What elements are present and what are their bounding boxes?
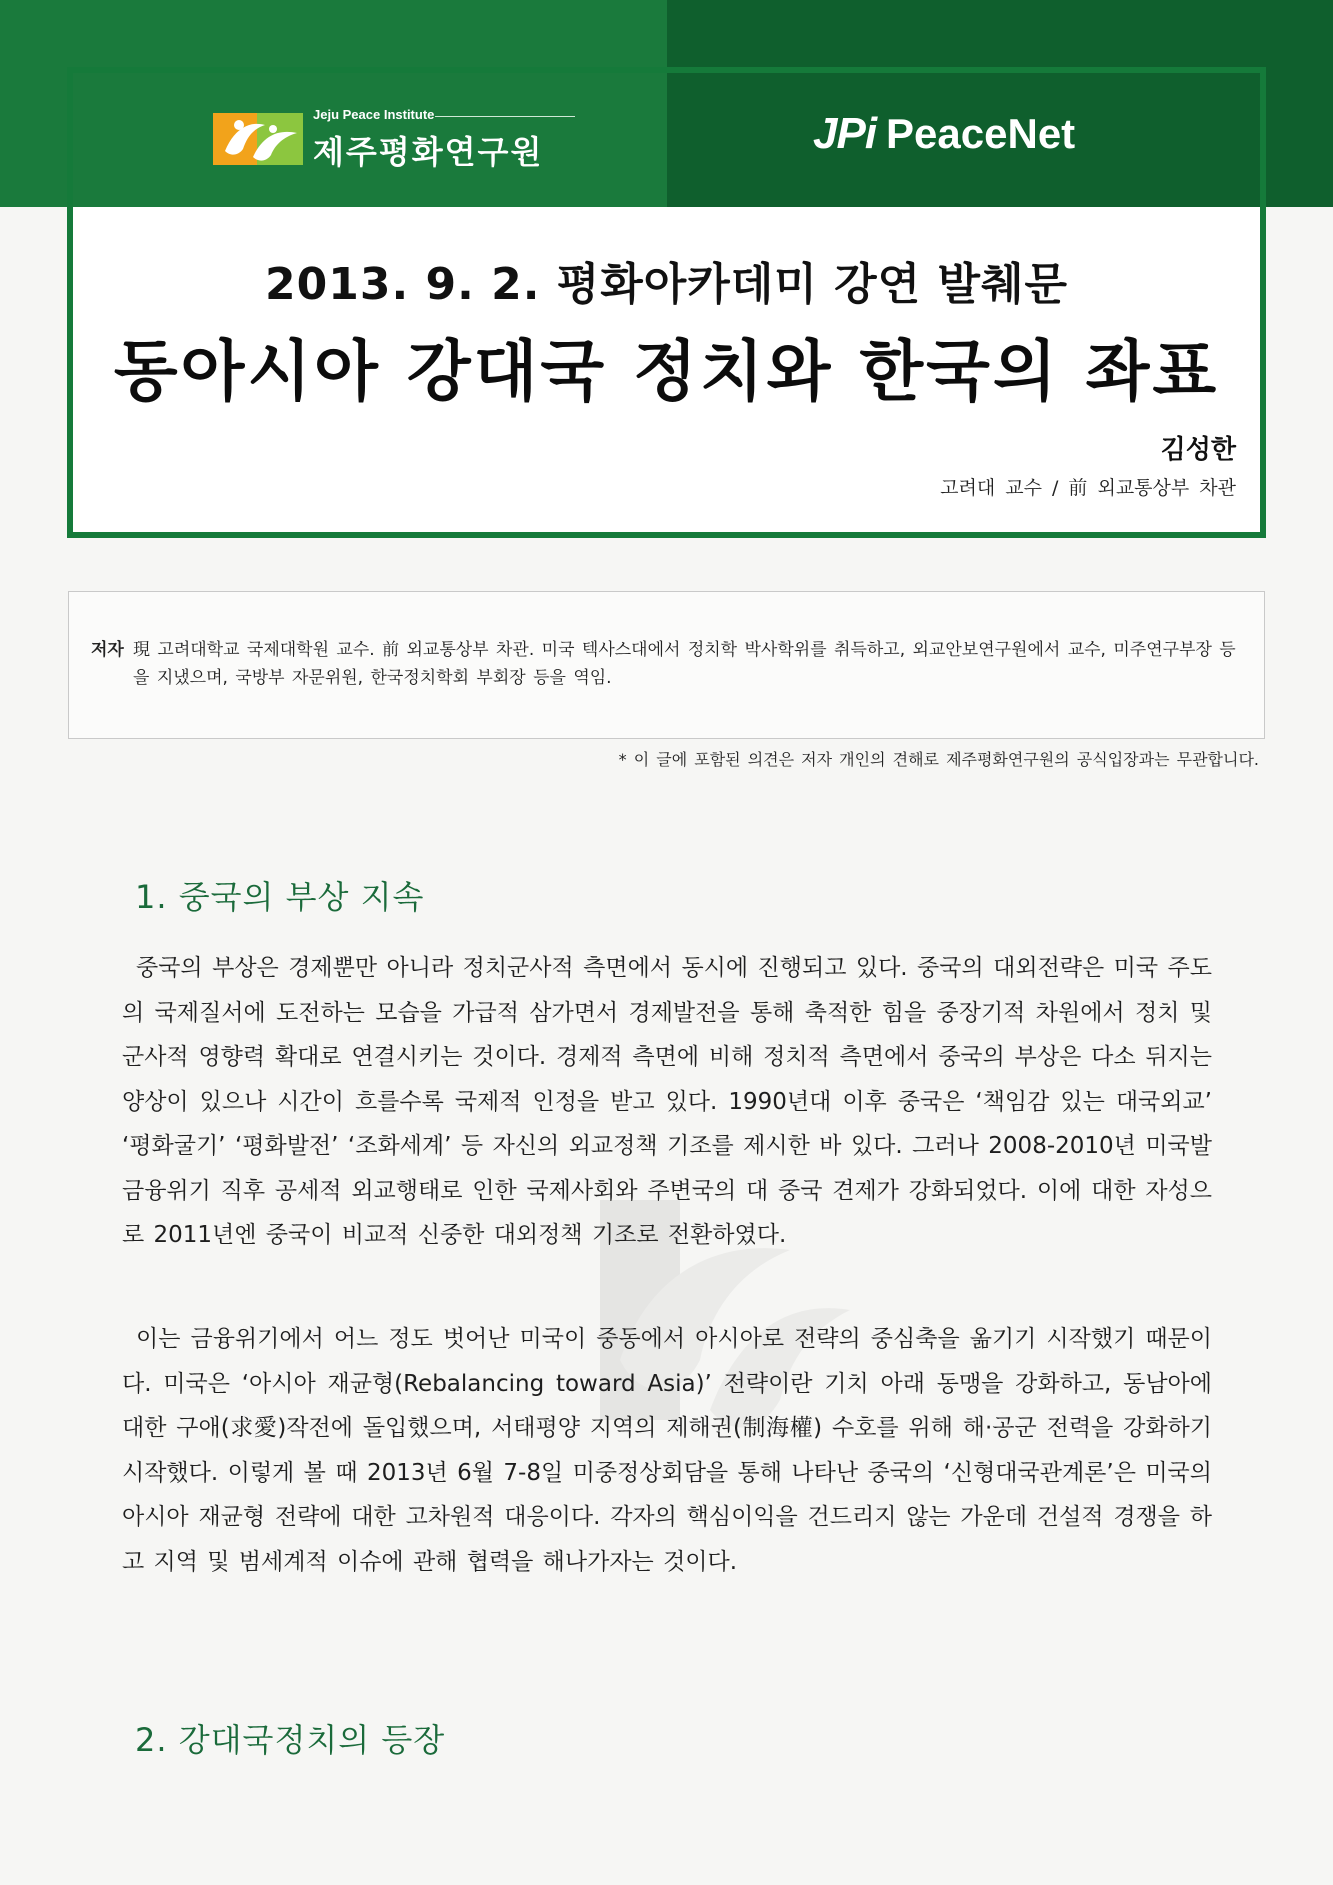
author-name: 김성한	[1160, 435, 1236, 465]
bio-text: 現 고려대학교 국제대학원 교수. 前 외교통상부 차관. 미국 텍사스대에서 정치학 박사학위를 취득하고, 외교안보연구원에서 교수, 미주연구부장 등을 지냈으며, 국방부 자문위원, 한국정치학회 부회장 등을 역임.	[133, 640, 1236, 688]
institute-name-en: Jeju Peace Institute	[313, 107, 435, 122]
peacenet-logo	[813, 109, 1173, 169]
dove-logo-icon	[213, 107, 305, 169]
jeju-peace-institute-logo	[213, 103, 593, 173]
institute-name-ko: 제주평화연구원	[313, 133, 544, 171]
section-heading-1: 1. 중국의 부상 지속	[135, 878, 425, 916]
logo-divider	[435, 116, 575, 117]
jpi-wordmark: JPi	[813, 109, 877, 158]
title-frame	[67, 67, 1266, 538]
section-1-paragraph-2: 이는 금융위기에서 어느 정도 벗어난 미국이 중동에서 아시아로 전략의 중심축을 옮기기 시작했기 때문이다. 미국은 ‘아시아 재균형(Rebalancing toward Asia)’ 전략이란 기치 아래 동맹을 강화하고, 동남아에 대한 구애(求愛)작전에 돌입했으며, 서태평양 지역의 제해권(制海權) 수호를 위해 해·공군 전력을 강화하기 시작했다. 이렇게 볼 때 2013년 6월 7-8일 미중정상회담을 통해 나타난 중국의 ‘신형대국관계론’은 미국의 아시아 재균형 전략에 대한 고차원적 대응이다. 각자의 핵심이익을 건드리지 않는 가운데 건설적 경쟁을 하고 지역 및 범세계적 이슈에 관해 협력을 해나가자는 것이다.	[122, 1326, 1212, 1575]
bio-label: 저자	[91, 640, 124, 660]
subtitle-date-line: 2013. 9. 2. 평화아카데미 강연 발췌문	[265, 259, 1068, 310]
author-bio-box	[68, 591, 1265, 739]
peacenet-wordmark: PeaceNet	[886, 110, 1076, 157]
author-bio	[91, 636, 1241, 692]
page-title: 동아시아 강대국 정치와 한국의 좌표	[113, 333, 1220, 410]
author-role: 고려대 교수 / 前 외교통상부 차관	[940, 477, 1236, 499]
section-heading-2: 2. 강대국정치의 등장	[135, 1721, 446, 1759]
section-1-paragraph-1: 중국의 부상은 경제뿐만 아니라 정치군사적 측면에서 동시에 진행되고 있다. 중국의 대외전략은 미국 주도의 국제질서에 도전하는 모습을 가급적 삼가면서 경제발전을 통해 축적한 힘을 중장기적 차원에서 정치 및 군사적 영향력 확대로 연결시키는 것이다. 경제적 측면에 비해 정치적 측면에서 중국의 부상은 다소 뒤지는 양상이 있으나 시간이 흐를수록 국제적 인정을 받고 있다. 1990년대 이후 중국은 ‘책임감 있는 대국외교’ ‘평화굴기’ ‘평화발전’ ‘조화세계’ 등 자신의 외교정책 기조를 제시한 바 있다. 그러나 2008-2010년 미국발 금융위기 직후 공세적 외교행태로 인한 국제사회와 주변국의 대 중국 견제가 강화되었다. 이에 대한 자성으로 2011년엔 중국이 비교적 신중한 대외정책 기조로 전환하였다.	[122, 955, 1212, 1248]
disclaimer-note: * 이 글에 포함된 의견은 저자 개인의 견해로 제주평화연구원의 공식입장과는 무관합니다.	[618, 750, 1259, 769]
